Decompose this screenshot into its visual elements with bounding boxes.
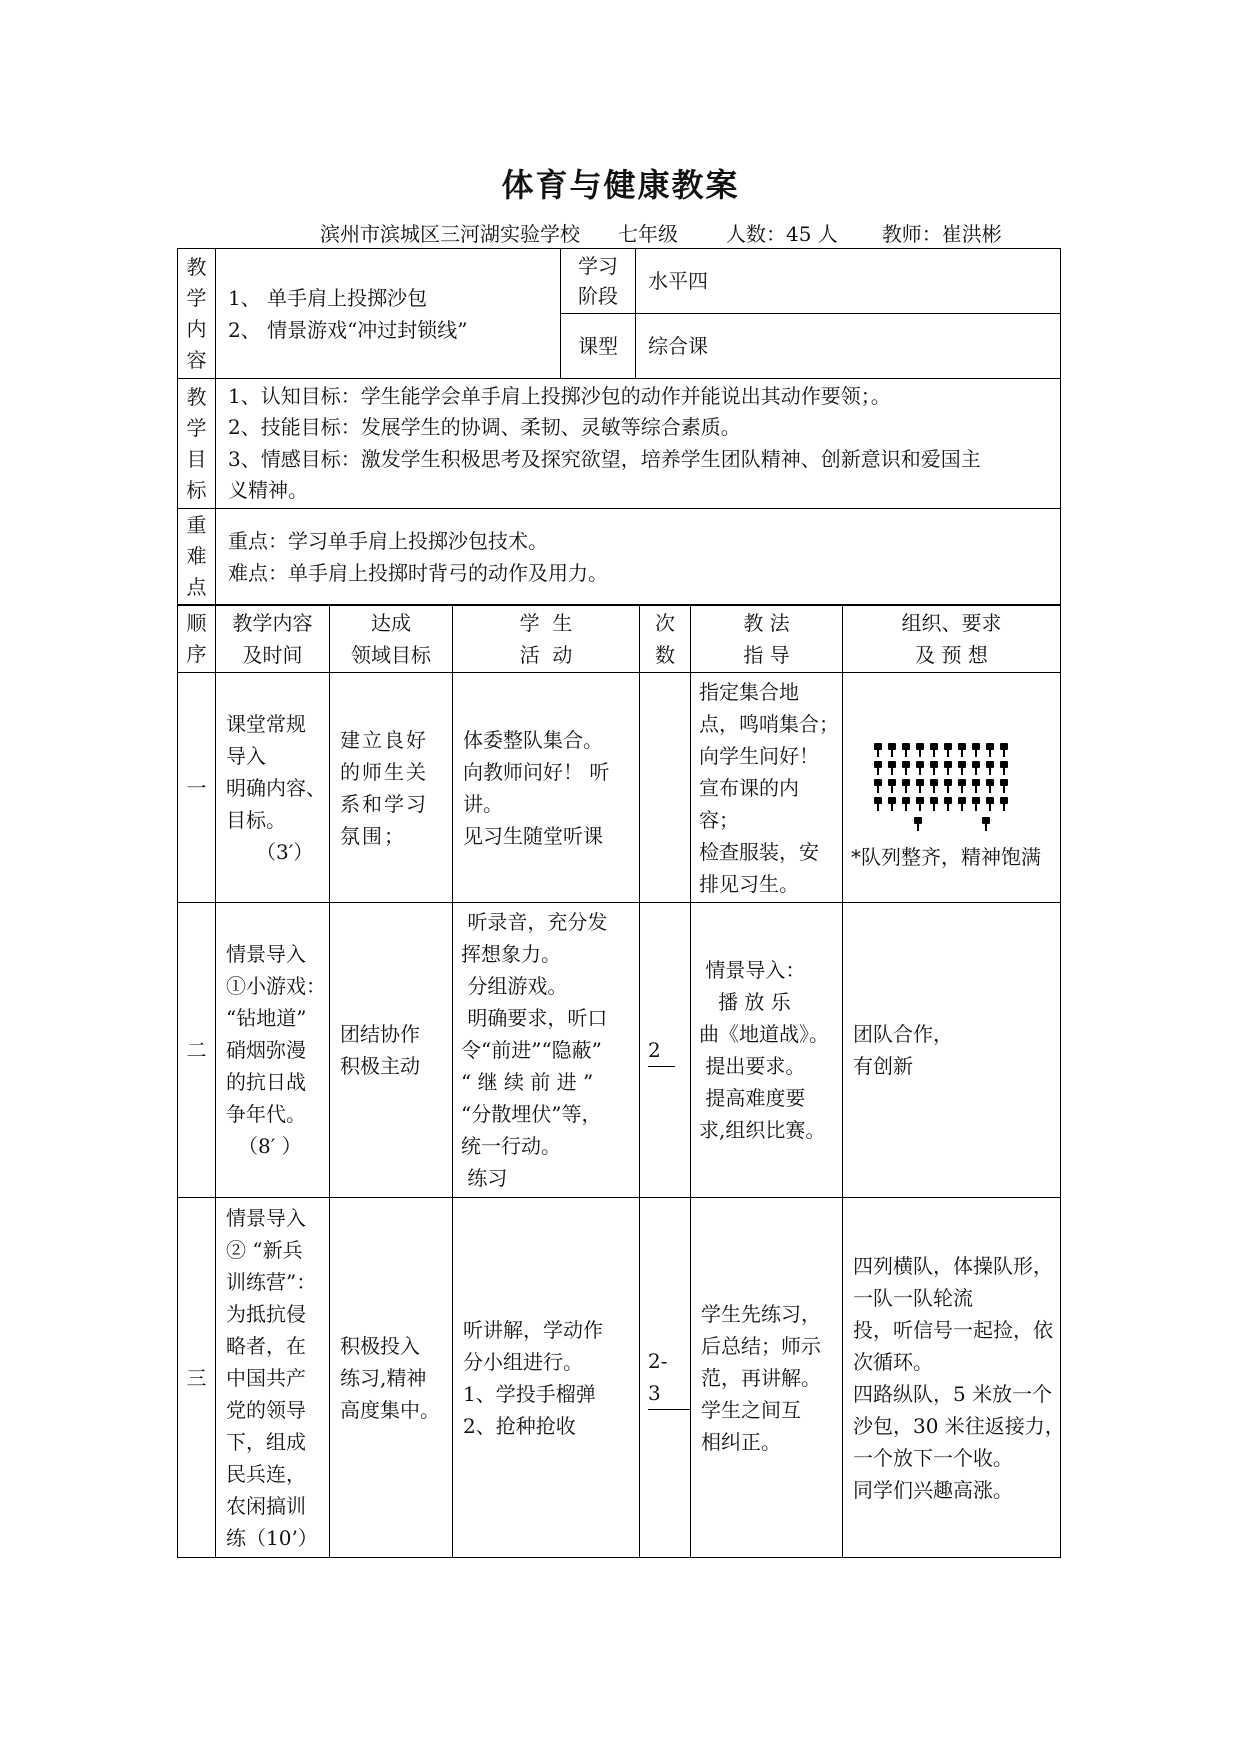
goal-line: 2、技能目标：发展学生的协调、柔韧、灵敏等综合素质。 [228, 415, 741, 439]
row-method: 学生先练习， 后总结；师示 范，再讲解。 学生之间互 相纠正。 [691, 1198, 843, 1558]
row-times [640, 673, 691, 903]
student-icon [885, 743, 899, 759]
goals-text [216, 379, 1061, 509]
school-name: 滨州市滨城区三河湖实验学校 [320, 222, 580, 246]
student-icon [871, 743, 885, 759]
table-row [178, 673, 1061, 903]
student-icon [871, 761, 885, 777]
student-icon [899, 743, 913, 759]
content-item: 1、 单手肩上投掷沙包 [228, 285, 428, 310]
col-method: 教 法 指 导 [691, 606, 843, 673]
goal-line: 1、认知目标：学生能学会单手肩上投掷沙包的动作并能说出其动作要领；。 [228, 383, 891, 408]
row-content: 情景导入 ①小游戏： “钻地道” 硝烟弥漫 的抗日战 争年代。 （8′ ） [216, 903, 330, 1198]
student-icon [941, 743, 955, 759]
row-org: 四列横队，体操队形， 一队一队轮流 投，听信号一起捡，依 次循环。 四路纵队，5 米放一个 沙包，30 米往返接力， 一个放下一个收。 同学们兴趣高涨。 [843, 1198, 1061, 1558]
student-icon [969, 797, 983, 813]
row-org: 团队合作， 有创新 [843, 903, 1061, 1198]
student-icon [983, 797, 997, 813]
stage-value: 水平四 [636, 249, 1061, 314]
row-activity: 听录音，充分发 挥想象力。 分组游戏。 明确要求，听口 令“前进”“隐蔽” “ 继 续 前 进 ” “分散埋伏”等， 统一行动。 练习 [453, 903, 640, 1198]
row-activity: 听讲解，学动作 分小组进行。 1、学投手榴弹 2、抢种抢收 [453, 1198, 640, 1558]
content-item: 2、 情景游戏“冲过封锁线” [228, 317, 468, 342]
row-goal: 团结协作 积极主动 [330, 903, 453, 1198]
row-activity: 体委整队集合。 向教师问好！ 听 讲。 见习生随堂听课 [453, 673, 640, 903]
content-label: 教 学 内 容 [178, 249, 216, 379]
content-items [216, 249, 561, 379]
student-icon [927, 797, 941, 813]
col-times: 次 数 [640, 606, 691, 673]
row-times: 2 [640, 903, 691, 1198]
student-icon [913, 761, 927, 777]
student-icon [983, 743, 997, 759]
row-order: 三 [178, 1198, 216, 1558]
student-icon [997, 797, 1011, 813]
teacher-name: 教师：崔洪彬 [881, 222, 1002, 246]
stage-label: 学习 阶段 [561, 249, 636, 314]
student-icon [969, 761, 983, 777]
col-content: 教学内容 及时间 [216, 606, 330, 673]
student-icon [913, 743, 927, 759]
student-icon [941, 761, 955, 777]
type-value: 综合课 [636, 314, 1061, 379]
row-goal: 建立良好 的师生关 系和学习 氛围； [330, 673, 453, 903]
col-org: 组织、要求 及 预 想 [843, 606, 1061, 673]
student-icon [927, 743, 941, 759]
student-icon [983, 761, 997, 777]
student-icon [969, 779, 983, 795]
student-icon [913, 797, 927, 813]
student-icon [927, 761, 941, 777]
student-icon [997, 743, 1011, 759]
grade: 七年级 [618, 222, 678, 246]
student-icon [871, 779, 885, 795]
row-method: 情景导入： 播 放 乐 曲《地道战》。 提出要求。 提高难度要 求,组织比赛。 [691, 903, 843, 1198]
student-icon [885, 779, 899, 795]
table-row [178, 1198, 1061, 1558]
col-activity: 学 生 活 动 [453, 606, 640, 673]
key-line: 重点：学习单手肩上投掷沙包技术。 [228, 528, 548, 553]
col-goal: 达成 领域目标 [330, 606, 453, 673]
row-org: *队列整齐，精神饱满 [843, 673, 1061, 903]
row-content: 情景导入 ② “新兵 训练营”： 为抵抗侵 略者，在 中国共产 党的领导 下，组成 民兵连， 农闲搞训 练（10’） [216, 1198, 330, 1558]
goal-line: 3、情感目标：激发学生积极思考及探究欲望，培养学生团队精神、创新意识和爱国主 [228, 446, 981, 471]
row-order: 一 [178, 673, 216, 903]
student-icon [899, 779, 913, 795]
info-table [177, 248, 1061, 605]
student-icon [871, 797, 885, 813]
student-icon [997, 761, 1011, 777]
key-text [216, 509, 1061, 605]
page-title: 体育与健康教案 [501, 166, 740, 204]
col-order: 顺 序 [178, 606, 216, 673]
row-method: 指定集合地 点，鸣哨集合； 向学生问好！ 宣布课的内 容； 检查服装，安 排见习生。 [691, 673, 843, 903]
student-icon [899, 797, 913, 813]
student-icon [955, 743, 969, 759]
student-icon [955, 797, 969, 813]
student-icon [969, 743, 983, 759]
type-label: 课型 [561, 314, 636, 379]
student-icon [941, 779, 955, 795]
student-icon [885, 761, 899, 777]
procedure-table [177, 605, 1065, 1558]
row-goal: 积极投入 练习,精神 高度集中。 [330, 1198, 453, 1558]
student-icon [885, 797, 899, 813]
student-count: 人数：45 人 [726, 222, 838, 246]
key-label: 重 难 点 [178, 509, 216, 605]
student-icon [927, 779, 941, 795]
table-row [178, 903, 1061, 1198]
goals-label: 教 学 目 标 [178, 379, 216, 509]
goal-line: 义精神。 [228, 478, 308, 502]
teacher-position-icon [911, 817, 1060, 833]
student-icon [955, 761, 969, 777]
header-info [320, 218, 1002, 247]
student-icon [941, 797, 955, 813]
key-line: 难点：单手肩上投掷时背弓的动作及用力。 [228, 560, 608, 585]
row-times: 2-3 [640, 1198, 691, 1558]
row-content: 课堂常规 导入 明确内容、 目标。 （3′） [216, 673, 330, 903]
student-icon [913, 779, 927, 795]
student-icon [955, 779, 969, 795]
row-order: 二 [178, 903, 216, 1198]
student-icon [899, 761, 913, 777]
student-icon [997, 779, 1011, 795]
student-formation-icon [871, 743, 1060, 813]
student-icon [983, 779, 997, 795]
